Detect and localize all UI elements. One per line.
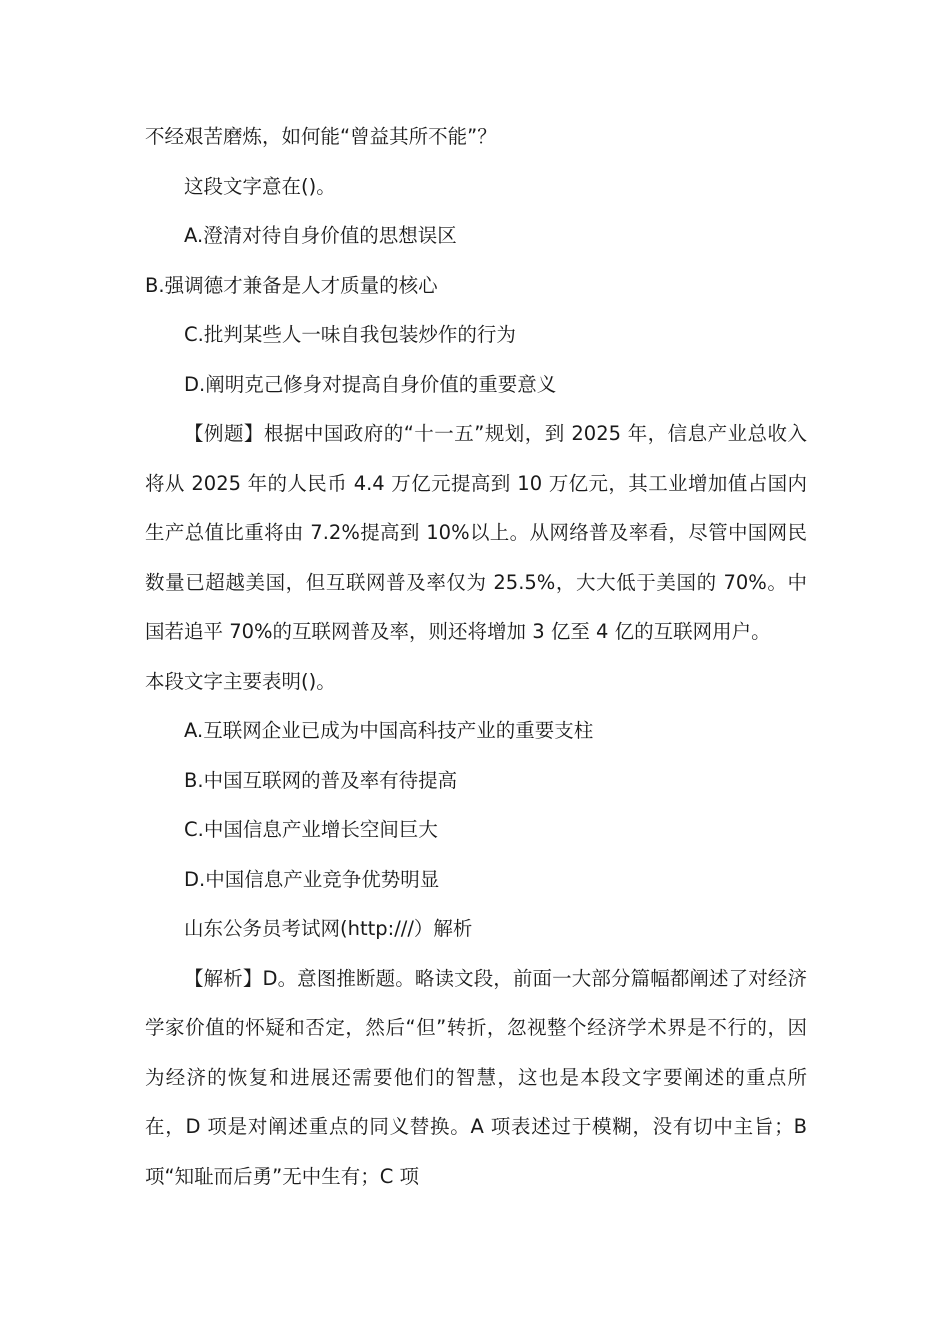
option-c-2: C.中国信息产业增长空间巨大 [184,818,438,841]
option-c: C.批判某些人一味自我包装炒作的行为 [184,323,516,346]
option-d: D.阐明克己修身对提高自身价值的重要意义 [184,372,557,396]
option-a-2: A.互联网企业已成为中国高科技产业的重要支柱 [184,719,594,742]
question-continuation: 不经艰苦磨炼，如何能“曾益其所不能”？ [145,125,497,148]
analysis-passage: 【解析】D。意图推断题。略读文段，前面一大部分篇幅都阐述了对经济学家价值的怀疑和否定，然后“但”转折，忽视整个经济学术界是不行的，因为经济的恢复和进展还需要他们的智慧，这也是本段文字要阐述的重点所在，D 项是对阐述重点的同义替换。A 项表述过于模糊，没有切中主旨；B 项“知耻而后勇”无中生有；C 项 [145,966,807,1188]
example-passage: 【例题】根据中国政府的“十一五”规划，到 2025 年，信息产业总收入将从 2025 年的人民币 4.4 万亿元提高到 10 万亿元，其工业增加值占国内生产总值比重将由 7.2%提高到 10%以上。从网络普及率看，尽管中国网民数量已超越美国，但互联网普及率仅为 25.5%，大大低于美国的 70%。中国若追平 70%的互联网普及率，则还将增加 3 亿至 4 亿的互联网用户。 [145,422,807,643]
option-b-2: B.中国互联网的普及率有待提高 [184,768,458,792]
document-body [145,112,807,1201]
option-a: A.澄清对待自身价值的思想误区 [184,224,457,247]
option-b: B.强调德才兼备是人才质量的核心 [145,273,438,297]
question-prompt-2: 本段文字主要表明()。 [145,669,336,693]
question-prompt: 这段文字意在()。 [184,174,336,198]
source-line: 山东公务员考试网(http:///）解析 [184,917,473,940]
option-d-2: D.中国信息产业竞争优势明显 [184,867,440,891]
